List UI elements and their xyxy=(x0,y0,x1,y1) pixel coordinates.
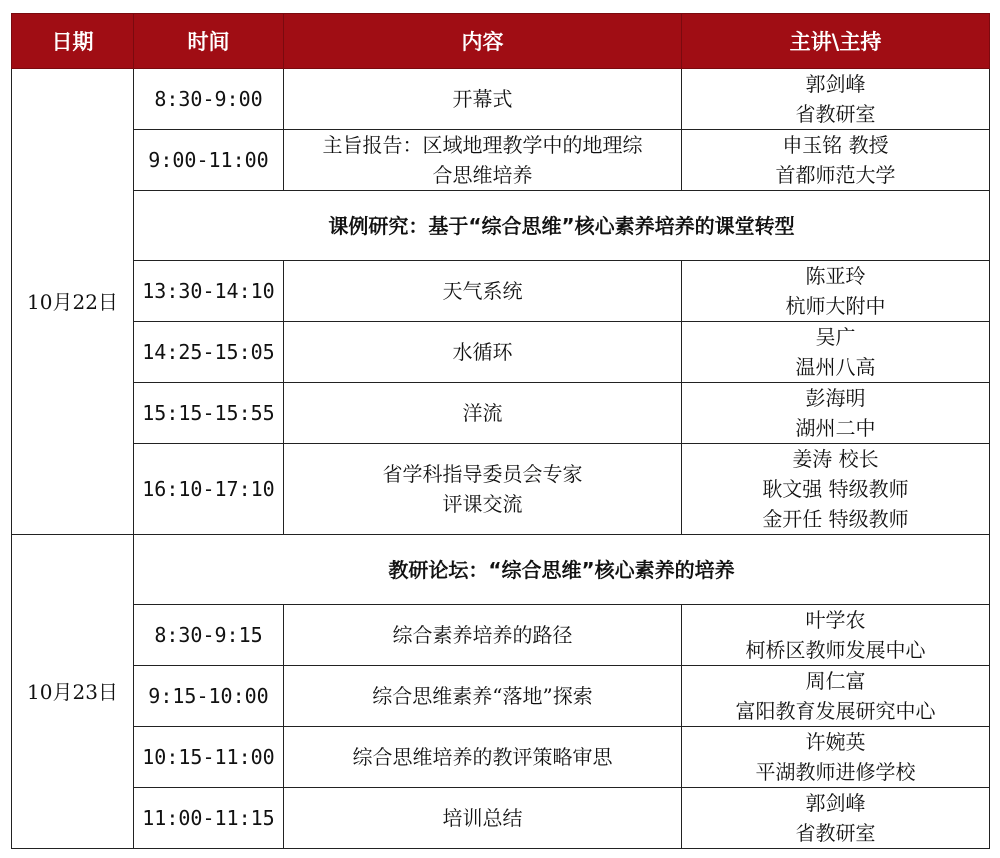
table-row xyxy=(12,727,990,788)
content-cell xyxy=(284,261,682,322)
header-row xyxy=(12,14,990,69)
host-line: 柯桥区教师发展中心 xyxy=(745,638,926,662)
content-cell xyxy=(284,727,682,788)
content-cell xyxy=(284,383,682,444)
host-line: 富阳教育发展研究中心 xyxy=(735,699,936,723)
header-time: 时间 xyxy=(134,14,284,69)
table-row xyxy=(12,261,990,322)
header-date: 日期 xyxy=(12,14,134,69)
date-cell-day1: 10月22日 xyxy=(12,69,134,535)
section-title-day1: 课例研究：基于“综合思维”核心素养培养的课堂转型 xyxy=(134,191,990,261)
host-line: 彭海明 xyxy=(805,386,866,410)
host-line: 首都师范大学 xyxy=(775,163,896,187)
content-cell xyxy=(284,322,682,383)
host-cell xyxy=(682,727,990,788)
host-line: 吴广 xyxy=(815,325,856,349)
host-cell xyxy=(682,444,990,535)
section-row xyxy=(12,535,990,605)
date-cell-day2: 10月23日 xyxy=(12,535,134,849)
host-cell xyxy=(682,322,990,383)
content-line: 培训总结 xyxy=(442,806,523,830)
host-cell xyxy=(682,605,990,666)
host-line: 申玉铭 教授 xyxy=(782,133,889,157)
host-line: 耿文强 特级教师 xyxy=(762,477,909,501)
content-cell xyxy=(284,788,682,849)
section-row xyxy=(12,191,990,261)
table-row xyxy=(12,130,990,191)
host-line: 省教研室 xyxy=(795,102,876,126)
table-row xyxy=(12,69,990,130)
host-cell xyxy=(682,383,990,444)
content-line: 综合素养培养的路径 xyxy=(392,623,573,647)
host-line: 周仁富 xyxy=(805,669,866,693)
content-line: 水循环 xyxy=(452,340,513,364)
content-line: 开幕式 xyxy=(452,87,513,111)
header-host: 主讲\主持 xyxy=(682,14,990,69)
content-line: 天气系统 xyxy=(442,279,523,303)
time-cell: 8:30-9:00 xyxy=(134,69,284,130)
content-cell xyxy=(284,69,682,130)
host-line: 陈亚玲 xyxy=(805,264,866,288)
table-row xyxy=(12,322,990,383)
host-line: 省教研室 xyxy=(795,821,876,845)
time-cell: 16:10-17:10 xyxy=(134,444,284,535)
content-line: 合思维培养 xyxy=(432,163,533,187)
host-line: 许婉英 xyxy=(805,730,866,754)
header-content: 内容 xyxy=(284,14,682,69)
host-line: 郭剑峰 xyxy=(805,791,866,815)
host-line: 杭师大附中 xyxy=(785,294,886,318)
content-line: 洋流 xyxy=(462,401,503,425)
host-line: 叶学农 xyxy=(805,608,866,632)
schedule-table xyxy=(11,13,990,849)
host-cell xyxy=(682,130,990,191)
content-line: 评课交流 xyxy=(442,492,523,516)
host-line: 金开任 特级教师 xyxy=(762,507,909,531)
time-cell: 9:00-11:00 xyxy=(134,130,284,191)
content-cell xyxy=(284,444,682,535)
content-cell xyxy=(284,605,682,666)
time-cell: 8:30-9:15 xyxy=(134,605,284,666)
time-cell: 14:25-15:05 xyxy=(134,322,284,383)
time-cell: 9:15-10:00 xyxy=(134,666,284,727)
host-line: 郭剑峰 xyxy=(805,72,866,96)
content-line: 主旨报告：区域地理教学中的地理综 xyxy=(322,133,643,157)
section-title-day2: 教研论坛：“综合思维”核心素养的培养 xyxy=(134,535,990,605)
host-line: 姜涛 校长 xyxy=(792,447,879,471)
time-cell: 11:00-11:15 xyxy=(134,788,284,849)
host-cell xyxy=(682,261,990,322)
content-line: 综合思维培养的教评策略审思 xyxy=(352,745,613,769)
time-cell: 10:15-11:00 xyxy=(134,727,284,788)
content-line: 省学科指导委员会专家 xyxy=(382,462,583,486)
table-row xyxy=(12,383,990,444)
time-cell: 15:15-15:55 xyxy=(134,383,284,444)
table-row xyxy=(12,666,990,727)
host-cell xyxy=(682,69,990,130)
content-cell xyxy=(284,130,682,191)
host-line: 湖州二中 xyxy=(795,416,876,440)
host-line: 平湖教师进修学校 xyxy=(755,760,916,784)
host-cell xyxy=(682,666,990,727)
content-line: 综合思维素养“落地”探索 xyxy=(372,684,593,708)
content-cell xyxy=(284,666,682,727)
table-row xyxy=(12,788,990,849)
time-cell: 13:30-14:10 xyxy=(134,261,284,322)
host-cell xyxy=(682,788,990,849)
table-row xyxy=(12,444,990,535)
table-row xyxy=(12,605,990,666)
host-line: 温州八高 xyxy=(795,355,876,379)
